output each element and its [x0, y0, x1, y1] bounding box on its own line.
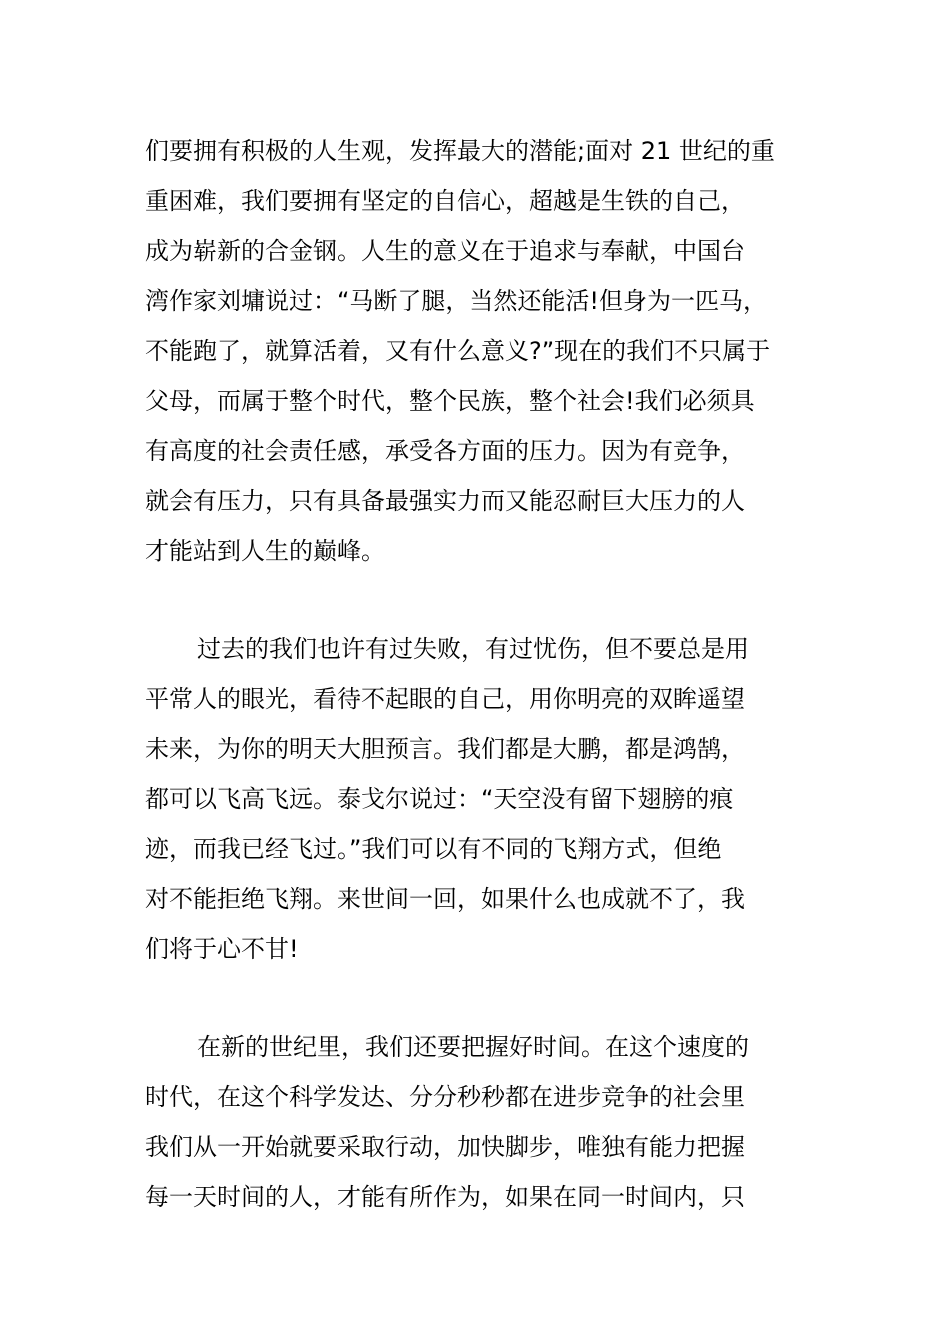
paragraph-line: 才能站到人生的巅峰。	[145, 537, 385, 565]
paragraph-line: 在新的世纪里，我们还要把握好时间。在这个速度的	[197, 1033, 749, 1061]
paragraph-line: 都可以飞高飞远。泰戈尔说过：“天空没有留下翅膀的痕	[145, 785, 734, 813]
paragraph-line: 不能跑了，就算活着，又有什么意义?”现在的我们不只属于	[145, 337, 771, 365]
paragraph-line: 就会有压力，只有具备最强实力而又能忍耐巨大压力的人	[145, 487, 745, 515]
paragraph-line: 迹，而我已经飞过。”我们可以有不同的飞翔方式，但绝	[145, 835, 722, 863]
paragraph-line: 重困难，我们要拥有坚定的自信心，超越是生铁的自己，	[145, 187, 745, 215]
paragraph-line: 时代，在这个科学发达、分分秒秒都在进步竞争的社会里	[145, 1083, 745, 1111]
paragraph-line: 未来，为你的明天大胆预言。我们都是大鹏，都是鸿鹄，	[145, 735, 745, 763]
paragraph-line: 平常人的眼光，看待不起眼的自己，用你明亮的双眸遥望	[145, 685, 745, 713]
paragraph-line: 过去的我们也许有过失败，有过忧伤，但不要总是用	[197, 635, 749, 663]
paragraph-1	[145, 126, 845, 576]
paragraph-line: 每一天时间的人，才能有所作为，如果在同一时间内，只	[145, 1183, 745, 1211]
paragraph-line: 们要拥有积极的人生观，发挥最大的潜能;面对 21 世纪的重	[145, 137, 775, 165]
paragraph-2	[145, 624, 845, 974]
paragraph-line: 成为崭新的合金钢。人生的意义在于追求与奉献，中国台	[145, 237, 745, 265]
paragraph-3	[145, 1022, 845, 1222]
paragraph-line: 对不能拒绝飞翔。来世间一回，如果什么也成就不了，我	[145, 885, 745, 913]
paragraph-line: 们将于心不甘!	[145, 935, 299, 963]
paragraph-line: 有高度的社会责任感，承受各方面的压力。因为有竞争，	[145, 437, 745, 465]
paragraph-line: 湾作家刘墉说过：“马断了腿，当然还能活!但身为一匹马，	[145, 287, 768, 315]
paragraph-line: 父母，而属于整个时代，整个民族，整个社会!我们必须具	[145, 387, 755, 415]
paragraph-line: 我们从一开始就要采取行动，加快脚步，唯独有能力把握	[145, 1133, 745, 1161]
